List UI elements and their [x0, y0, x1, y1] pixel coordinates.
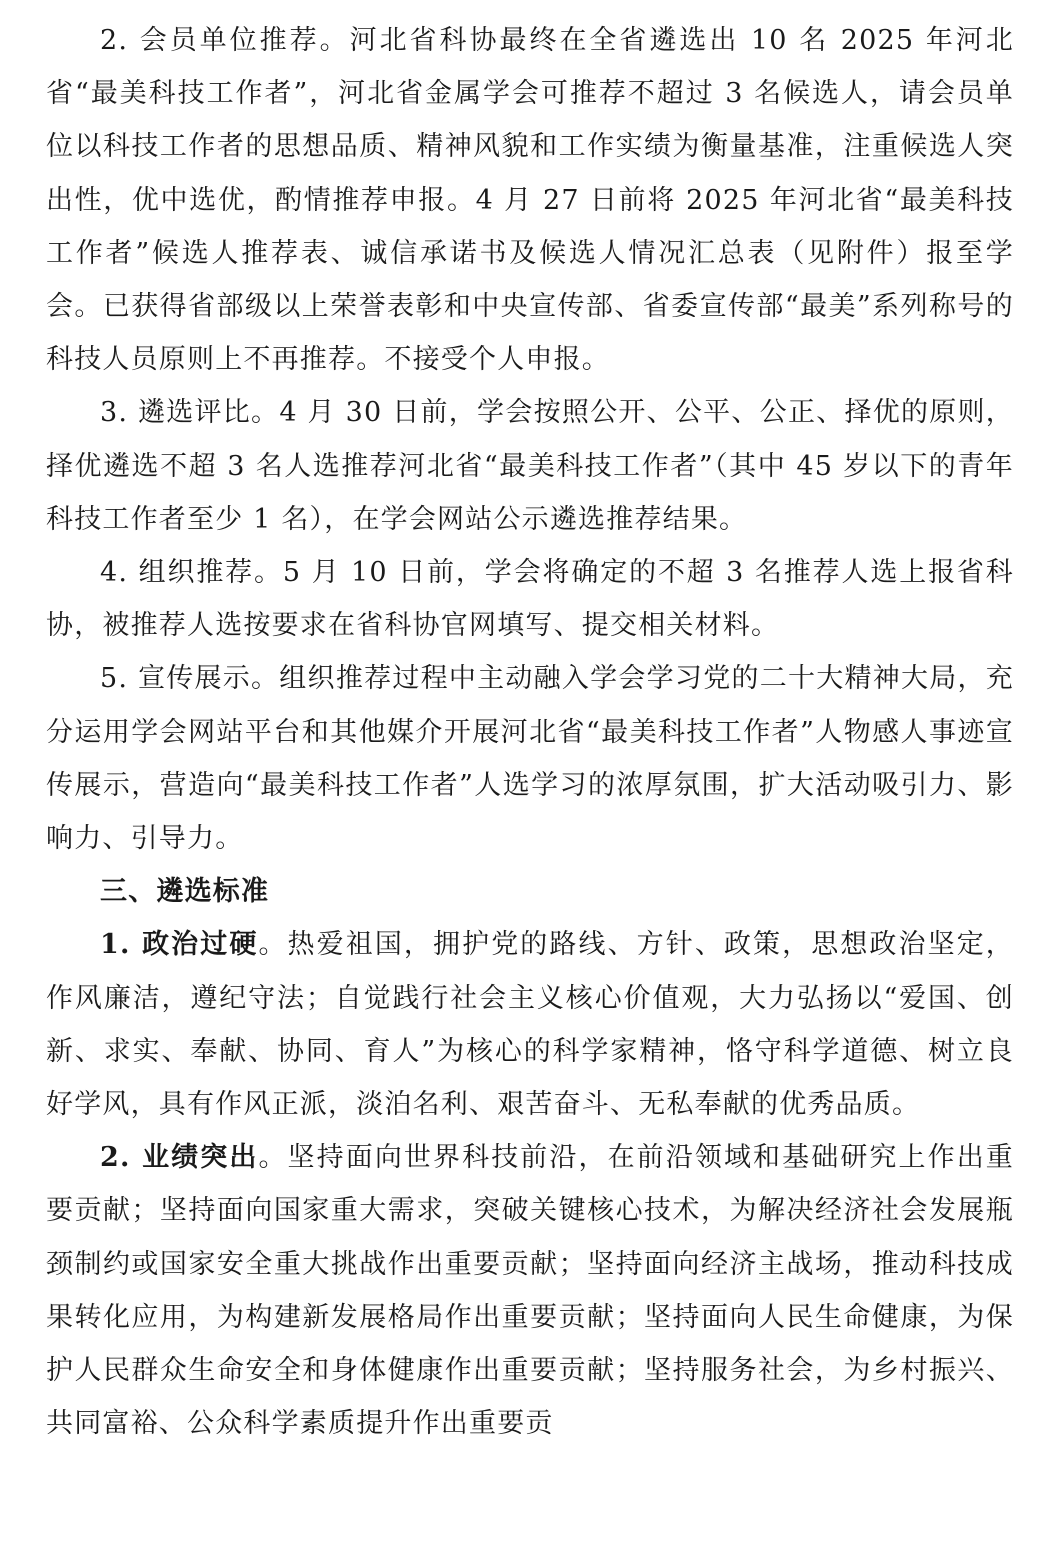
paragraph-organize-recommendation: 4. 组织推荐。5 月 10 日前，学会将确定的不超 3 名推荐人选上报省科协，被推荐人选按要求在省科协官网填写、提交相关材料。	[46, 557, 1014, 642]
paragraph-publicity-display: 5. 宣传展示。组织推荐过程中主动融入学会学习党的二十大精神大局，充分运用学会网站平台和其他媒介开展河北省“最美科技工作者”人物感人事迹宣传展示，营造向“最美科技工作者”人选学习的浓厚氛围，扩大活动吸引力、影响力、引导力。	[46, 663, 1014, 855]
section-heading-selection-criteria: 三、遴选标准	[100, 876, 270, 908]
criterion-political-text: 。热爱祖国，拥护党的路线、方针、政策，思想政治坚定，作风廉洁，遵纪守法；自觉践行社会主义核心价值观，大力弘扬以“爱国、创新、求实、奉献、协同、育人”为核心的科学家精神，恪守科学道德、树立良好学风，具有作风正派，淡泊名利、艰苦奋斗、无私奉献的优秀品质。	[46, 929, 1014, 1121]
criterion-performance	[46, 1131, 1014, 1450]
criterion-political-lead: 1. 政治过硬	[100, 929, 259, 961]
document-page	[46, 14, 1014, 1450]
criterion-performance-lead: 2. 业绩突出	[100, 1142, 259, 1174]
criterion-political	[46, 918, 1014, 1131]
paragraph-member-recommendation: 2. 会员单位推荐。河北省科协最终在全省遴选出 10 名 2025 年河北省“最美科技工作者”，河北省金属学会可推荐不超过 3 名候选人，请会员单位以科技工作者的思想品质、精神风貌和工作实绩为衡量基准，注重候选人突出性，优中选优，酌情推荐申报。4 月 27 日前将 2025 年河北省“最美科技工作者”候选人推荐表、诚信承诺书及候选人情况汇总表（见附件）报至学会。已获得省部级以上荣誉表彰和中央宣传部、省委宣传部“最美”系列称号的科技人员原则上不再推荐。不接受个人申报。	[46, 25, 1014, 376]
criterion-performance-text: 。坚持面向世界科技前沿，在前沿领域和基础研究上作出重要贡献；坚持面向国家重大需求，突破关键核心技术，为解决经济社会发展瓶颈制约或国家安全重大挑战作出重要贡献；坚持面向经济主战场，推动科技成果转化应用，为构建新发展格局作出重要贡献；坚持面向人民生命健康，为保护人民群众生命安全和身体健康作出重要贡献；坚持服务社会，为乡村振兴、共同富裕、公众科学素质提升作出重要贡	[46, 1142, 1014, 1440]
paragraph-selection-evaluation: 3. 遴选评比。4 月 30 日前，学会按照公开、公平、公正、择优的原则，择优遴选不超 3 名人选推荐河北省“最美科技工作者”（其中 45 岁以下的青年科技工作者至少 1 名），在学会网站公示遴选推荐结果。	[46, 397, 1014, 535]
